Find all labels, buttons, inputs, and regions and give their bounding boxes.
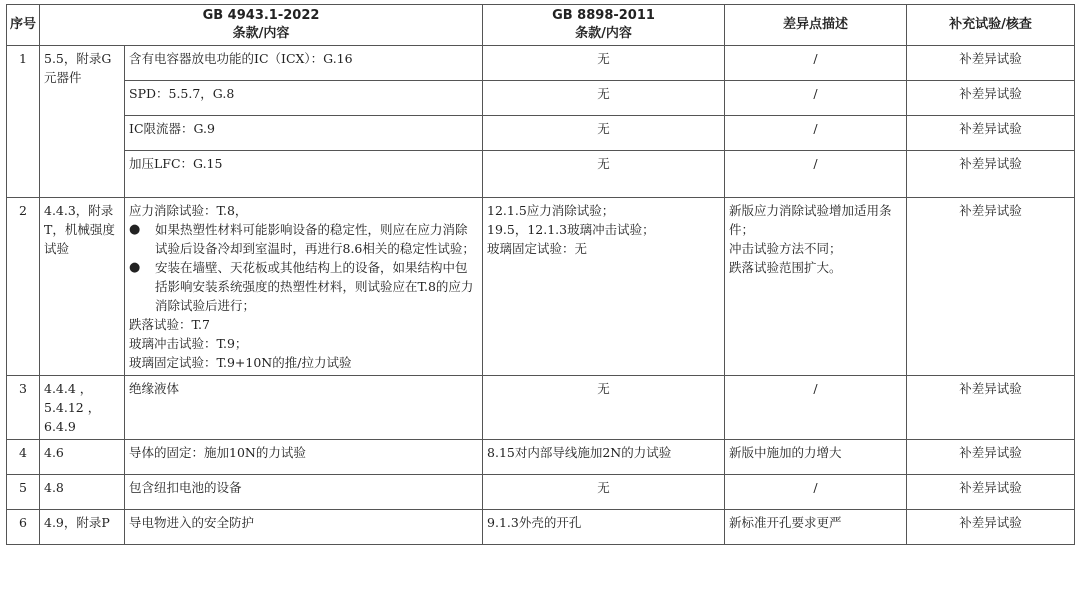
row-content: SPD：5.5.7，G.8 (125, 81, 483, 116)
row-old-standard: 无 (483, 151, 725, 198)
content-line: 玻璃固定试验：T.9+10N的推/拉力试验 (129, 355, 352, 370)
table-row (7, 376, 1075, 440)
header-diff: 差异点描述 (725, 5, 907, 46)
row-old-standard (483, 198, 725, 376)
bullet-item (129, 258, 478, 315)
header-gb4943-code: GB 4943.1-2022 (202, 8, 320, 23)
row-seq: 1 (7, 46, 40, 198)
row-supplement: 补差异试验 (907, 440, 1075, 475)
header-gb8898 (483, 5, 725, 46)
row-clause: 4.9，附录P (40, 510, 125, 545)
row-seq: 5 (7, 475, 40, 510)
row-content: 加压LFC：G.15 (125, 151, 483, 198)
content-line: 玻璃冲击试验：T.9； (129, 336, 248, 351)
row-content: 导体的固定：施加10N的力试验 (125, 440, 483, 475)
row-supplement: 补差异试验 (907, 510, 1075, 545)
row-content: IC限流器：G.9 (125, 116, 483, 151)
diff-line: 新版应力消除试验增加适用条件； (729, 203, 892, 237)
bullet-text: 安装在墙壁、天花板或其他结构上的设备，如果结构中包括影响安装系统强度的热塑性材料，则试验应在T.8的应力消除试验后进行； (155, 260, 474, 313)
row-content (125, 198, 483, 376)
old-line: 12.1.5应力消除试验； (487, 203, 615, 218)
row-old-standard: 8.15对内部导线施加2N的力试验 (483, 440, 725, 475)
row-old-standard: 无 (483, 46, 725, 81)
row-diff (725, 198, 907, 376)
bullet-item (129, 220, 478, 258)
row-content: 含有电容器放电功能的IC（ICX）：G.16 (125, 46, 483, 81)
row-content: 导电物进入的安全防护 (125, 510, 483, 545)
table-row (7, 81, 1075, 116)
row-seq: 4 (7, 440, 40, 475)
row-diff: 新标准开孔要求更严 (725, 510, 907, 545)
bullet-text: 如果热塑性材料可能影响设备的稳定性，则应在应力消除试验后设备冷却到室温时，再进行8.6相关的稳定性试验； (155, 222, 475, 256)
row-diff: / (725, 46, 907, 81)
row-old-standard: 无 (483, 376, 725, 440)
content-line: 跌落试验：T.7 (129, 317, 210, 332)
content-line: 应力消除试验：T.8， (129, 203, 248, 218)
row-old-standard: 无 (483, 116, 725, 151)
row-supplement: 补差异试验 (907, 376, 1075, 440)
diff-line: 冲击试验方法不同； (729, 241, 842, 256)
row-clause: 4.4.4 ，5.4.12 ，6.4.9 (40, 376, 125, 440)
row-supplement: 补差异试验 (907, 116, 1075, 151)
row-diff: / (725, 475, 907, 510)
table-row (7, 46, 1075, 81)
table-row (7, 198, 1075, 376)
bullet-dot-icon: ● (129, 260, 141, 275)
old-line: 19.5，12.1.3玻璃冲击试验； (487, 222, 655, 237)
table-row (7, 475, 1075, 510)
row-old-standard: 无 (483, 81, 725, 116)
header-gb8898-label: 条款/内容 (575, 26, 632, 41)
row-diff: / (725, 376, 907, 440)
row-seq: 2 (7, 198, 40, 376)
header-gb8898-code: GB 8898-2011 (552, 8, 655, 23)
table-row (7, 440, 1075, 475)
row-old-standard: 无 (483, 475, 725, 510)
diff-line: 跌落试验范围扩大。 (729, 260, 842, 275)
header-row (7, 5, 1075, 46)
table-row (7, 151, 1075, 198)
bullet-dot-icon: ● (129, 222, 141, 237)
header-seq: 序号 (7, 5, 40, 46)
row-seq: 6 (7, 510, 40, 545)
header-gb4943 (40, 5, 483, 46)
row-supplement: 补差异试验 (907, 151, 1075, 198)
row-supplement: 补差异试验 (907, 46, 1075, 81)
comparison-table-wrapper (6, 4, 1075, 545)
row-supplement: 补差异试验 (907, 198, 1075, 376)
row-content: 包含纽扣电池的设备 (125, 475, 483, 510)
row-supplement: 补差异试验 (907, 81, 1075, 116)
row-diff: / (725, 116, 907, 151)
row-seq: 3 (7, 376, 40, 440)
row-clause: 4.4.3，附录T，机械强度试验 (40, 198, 125, 376)
row-old-standard: 9.1.3外壳的开孔 (483, 510, 725, 545)
row-supplement: 补差异试验 (907, 475, 1075, 510)
row-clause: 4.8 (40, 475, 125, 510)
header-gb4943-label: 条款/内容 (232, 26, 290, 41)
table-row (7, 116, 1075, 151)
row-content: 绝缘液体 (125, 376, 483, 440)
row-clause: 5.5，附录G 元器件 (40, 46, 125, 198)
row-clause: 4.6 (40, 440, 125, 475)
row-diff: 新版中施加的力增大 (725, 440, 907, 475)
row-diff: / (725, 151, 907, 198)
row-diff: / (725, 81, 907, 116)
old-line: 玻璃固定试验：无 (487, 241, 588, 256)
table-row (7, 510, 1075, 545)
header-supp: 补充试验/核查 (907, 5, 1075, 46)
standards-comparison-table (6, 4, 1075, 545)
